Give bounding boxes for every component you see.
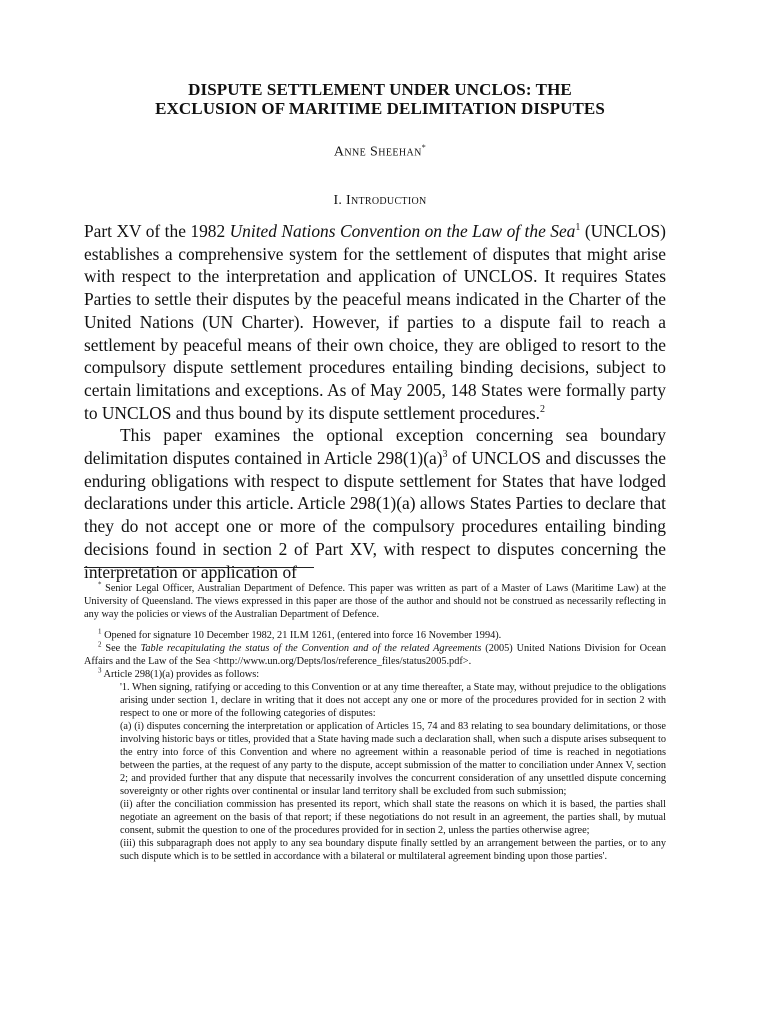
footnote-text: Senior Legal Officer, Australian Department of Defence. This paper was written as part of a Master of Laws (Maritime Law) at the University of Queensland. The views expressed in this paper are those of the author and should not be construed as necessarily reflecting in any way the policies or views of the Australian Department of Defence. [84,583,666,620]
convention-title: United Nations Convention on the Law of the Sea [229,221,576,241]
quote-paragraph-4: (iii) this subparagraph does not apply to any sea boundary dispute finally settled by an arrangement between the parties, or to any such dispute which is to be settled in accordance with a bilateral or multilateral agreement binding upon those parties'. [120,838,666,862]
footnote-mark: * [98,580,102,589]
paper-title-line-1: DISPUTE SETTLEMENT UNDER UNCLOS: THE [188,80,572,99]
body-paragraph-1 [84,220,666,424]
article-298-quote [120,681,666,863]
footnote-author [84,582,666,621]
author-line [80,143,680,161]
footnote-3 [84,668,666,681]
section-heading: I. Introduction [333,193,427,208]
footnote-table-title: Table recapitulating the status of the Convention and of the related Agreements [140,643,482,654]
footnote-2 [84,642,666,668]
quote-paragraph-3: (ii) after the conciliation commission has presented its report, which shall state the reasons on which it is based, the parties shall negotiate an agreement on the basis of that report; if these negotiations do not result in an agreement, the parties shall, by mutual consent, submit the question to one of the procedures provided for in section 2, unless the parties otherwise agree; [120,799,666,836]
footnote-separator [84,567,314,568]
body-text-run: of UNCLOS and discusses the enduring obligations with respect to dispute settlement for States that have lodged declarations under this article. Article 298(1)(a) allows States Parties to declare that they do not accept one or more of the compulsory procedures entailing binding decisions found in section 2 of Part XV, with respect to disputes concerning the interpretation or application of [84,448,666,582]
body-paragraph-2 [84,424,666,583]
footnote-mark: 2 [98,640,102,649]
body-text-run: (UNCLOS) establishes a comprehensive system for the settlement of disputes that might arise with respect to the interpretation and application of UNCLOS. It requires States Parties to settle their disputes by the peaceful means indicated in the Charter of the United Nations (UN Charter). However, if parties to a dispute fail to reach a settlement by peaceful means of their own choice, they are obliged to resort to the compulsory dispute settlement procedures entailing binding decisions, subject to certain limitations and exceptions. As of May 2005, 148 States were formally party to UNCLOS and thus bound by its dispute settlement procedures. [84,221,666,423]
footnotes [84,582,666,863]
paper-title-line-2: EXCLUSION OF MARITIME DELIMITATION DISPUTES [155,99,605,118]
paper-title [80,80,680,118]
footnote-text: (2005) United Nations Division for Ocean Affairs and the Law of the Sea <http://www.un.org/Depts/los/reference_files/status2005.pdf>. [84,643,666,667]
body-text [84,220,666,583]
footnote-text: Article 298(1)(a) provides as follows: [101,669,260,680]
footnote-1 [84,629,666,642]
body-text-run: Part XV of the 1982 [84,221,230,241]
footnote-ref-3: 3 [442,449,448,461]
footnote-ref-1: 1 [575,222,581,234]
author-name: Anne Sheehan [333,144,422,160]
footnote-text: Opened for signature 10 December 1982, 21 ILM 1261, (entered into force 16 November 1994). [101,630,502,641]
quote-paragraph-2: (a) (i) disputes concerning the interpretation or application of Articles 15, 74 and 83 relating to sea boundary delimitations, or those involving historic bays or titles, provided that a State having made such a declaration shall, when such a dispute arises subsequent to the entry into force of this Convention and where no agreement within a reasonable period of time is reached in negotiations between the parties, at the request of any party to the dispute, accept submission of the matter to conciliation under Annex V, section 2; and provided further that any dispute that necessarily involves the concurrent consideration of any unsettled dispute concerning sovereignty or other rights over continental or insular land territory shall be excluded from such submission; [120,721,666,797]
footnote-mark: 3 [98,666,102,675]
footnote-text: See the [101,643,141,654]
footnote-mark: 1 [98,627,102,636]
quote-paragraph-1: '1. When signing, ratifying or acceding to this Convention or at any time thereafter, a State may, without prejudice to the obligations arising under section 1, declare in writing that it does not accept any one or more of the procedures provided for in section 2 with respect to one or more of the following categories of disputes: [120,682,666,719]
author-footnote-mark: * [421,143,427,152]
body-text-run: This paper examines the optional exception concerning sea boundary delimitation disputes contained in Article 298(1)(a) [84,425,666,469]
footnote-ref-2: 2 [539,403,545,415]
